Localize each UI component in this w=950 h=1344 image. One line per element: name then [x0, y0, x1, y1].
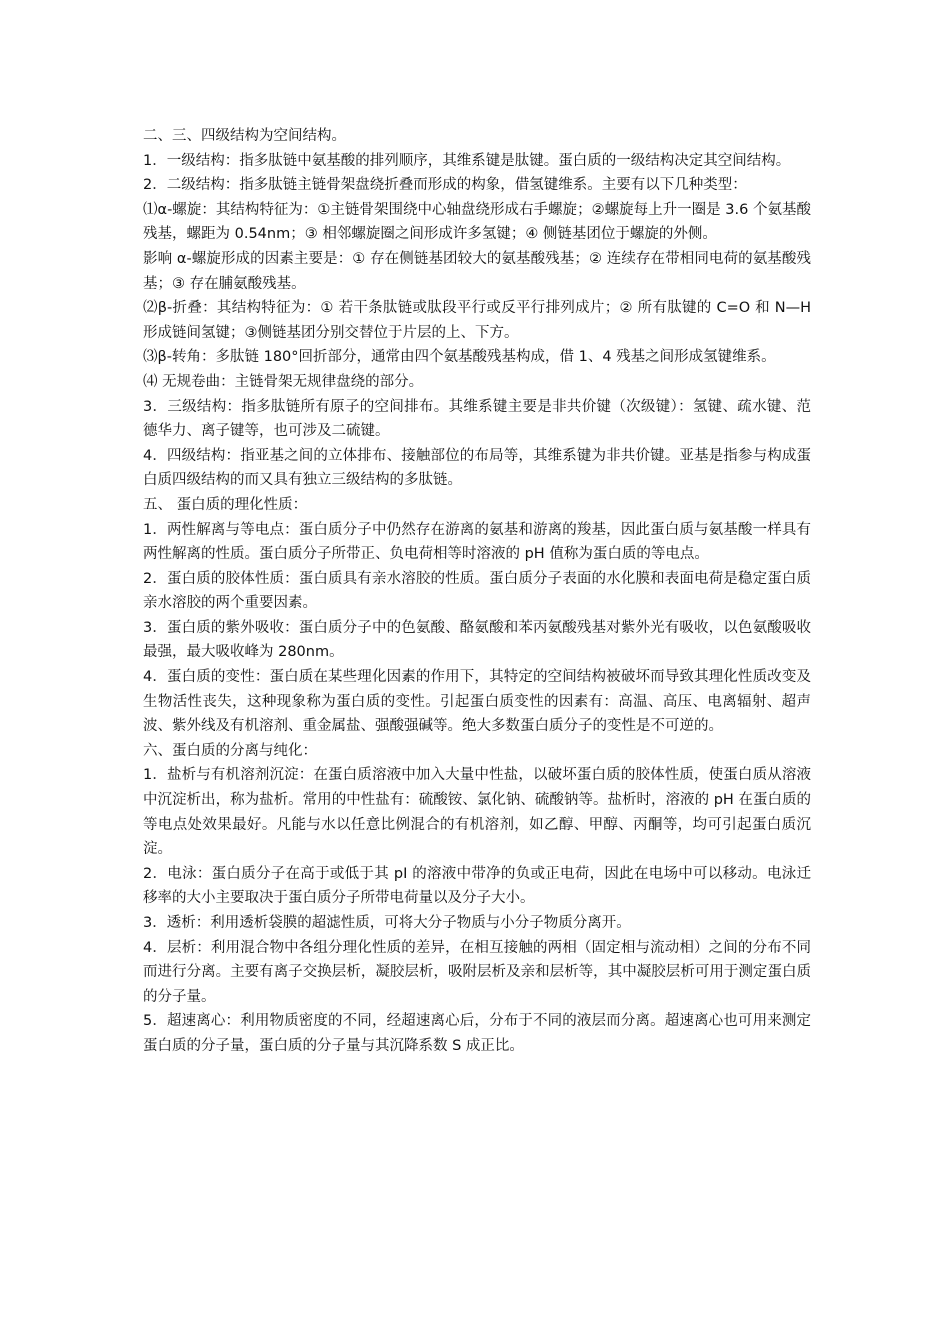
paragraph-section-heading-structure: 二、三、四级结构为空间结构。: [143, 128, 346, 144]
paragraph-chromatography: 4．层析：利用混合物中各组分理化性质的差异，在相互接触的两相（固定相与流动相）之间的分布不同而进行分离。主要有离子交换层析，凝胶层析，吸附层析及亲和层析等，其中凝胶层析可用于测定蛋白质的分子量。: [143, 939, 811, 1005]
paragraph-electrophoresis: 2．电泳：蛋白质分子在高于或低于其 pI 的溶液中带净的负或正电荷，因此在电场中可以移动。电泳迁移率的大小主要取决于蛋白质分子所带电荷量以及分子大小。: [143, 865, 811, 907]
paragraph-tertiary-structure: 3．三级结构：指多肽链所有原子的空间排布。其维系键主要是非共价键（次级键）：氢键、疏水键、范德华力、离子键等，也可涉及二硫键。: [143, 398, 811, 440]
document-body: [143, 124, 811, 1059]
paragraph-alpha-helix: ⑴α-螺旋：其结构特征为：①主链骨架围绕中心轴盘绕形成右手螺旋；②螺旋每上升一圈是 3.6 个氨基酸残基，螺距为 0.54nm；③ 相邻螺旋圈之间形成许多氢键；④ 侧链基团位于螺旋的外侧。: [143, 201, 811, 243]
paragraph-uv-absorption: 3．蛋白质的紫外吸收：蛋白质分子中的色氨酸、酪氨酸和苯丙氨酸残基对紫外光有吸收，以色氨酸吸收最强，最大吸收峰为 280nm。: [143, 619, 811, 661]
paragraph-beta-turn: ⑶β-转角：多肽链 180°回折部分，通常由四个氨基酸残基构成，借 1、4 残基之间形成氢键维系。: [143, 349, 776, 366]
paragraph-secondary-structure: 2．二级结构：指多肽链主链骨架盘绕折叠而形成的构象，借氢键维系。主要有以下几种类型：: [143, 177, 747, 194]
paragraph-isoelectric-point: 1．两性解离与等电点：蛋白质分子中仍然存在游离的氨基和游离的羧基，因此蛋白质与氨基酸一样具有两性解离的性质。蛋白质分子所带正、负电荷相等时溶液的 pH 值称为蛋白质的等电点。: [143, 521, 811, 563]
paragraph-salting-out: 1．盐析与有机溶剂沉淀：在蛋白质溶液中加入大量中性盐，以破坏蛋白质的胶体性质，使蛋白质从溶液中沉淀析出，称为盐析。常用的中性盐有：硫酸铵、氯化钠、硫酸钠等。盐析时，溶液的 pH 在蛋白质的等电点处效果最好。凡能与水以任意比例混合的有机溶剂，如乙醇、甲醇、丙酮等，均可引起蛋白质沉淀。: [143, 767, 811, 858]
paragraph-dialysis: 3．透析：利用透析袋膜的超滤性质，可将大分子物质与小分子物质分离开。: [143, 915, 631, 931]
section-heading-separation: 六、蛋白质的分离与纯化：: [143, 742, 317, 759]
paragraph-denaturation: 4．蛋白质的变性：蛋白质在某些理化因素的作用下，其特定的空间结构被破坏而导致其理化性质改变及生物活性丧失，这种现象称为蛋白质的变性。引起蛋白质变性的因素有：高温、高压、电离辐射、超声波、紫外线及有机溶剂、重金属盐、强酸强碱等。绝大多数蛋白质分子的变性是不可逆的。: [143, 669, 811, 735]
section-heading-physicochemical: 五、 蛋白质的理化性质：: [143, 496, 308, 513]
paragraph-colloid-properties: 2．蛋白质的胶体性质：蛋白质具有亲水溶胶的性质。蛋白质分子表面的水化膜和表面电荷是稳定蛋白质亲水溶胶的两个重要因素。: [143, 570, 811, 612]
paragraph-random-coil: ⑷ 无规卷曲：主链骨架无规律盘绕的部分。: [143, 373, 424, 390]
paragraph-primary-structure: 1．一级结构：指多肽链中氨基酸的排列顺序，其维系键是肽键。蛋白质的一级结构决定其空间结构。: [143, 152, 791, 169]
paragraph-alpha-helix-factors: 影响 α-螺旋形成的因素主要是：① 存在侧链基团较大的氨基酸残基；② 连续存在带相同电荷的氨基酸残基；③ 存在脯氨酸残基。: [143, 250, 811, 292]
paragraph-quaternary-structure: 4．四级结构：指亚基之间的立体排布、接触部位的布局等，其维系键为非共价键。亚基是指参与构成蛋白质四级结构的而又具有独立三级结构的多肽链。: [143, 447, 811, 489]
paragraph-ultracentrifugation: 5．超速离心：利用物质密度的不同，经超速离心后，分布于不同的液层而分离。超速离心也可用来测定蛋白质的分子量，蛋白质的分子量与其沉降系数 S 成正比。: [143, 1013, 811, 1054]
paragraph-beta-sheet: ⑵β-折叠：其结构特征为：① 若干条肽链或肽段平行或反平行排列成片；② 所有肽键的 C=O 和 N—H 形成链间氢键；③侧链基团分别交替位于片层的上、下方。: [143, 300, 811, 341]
